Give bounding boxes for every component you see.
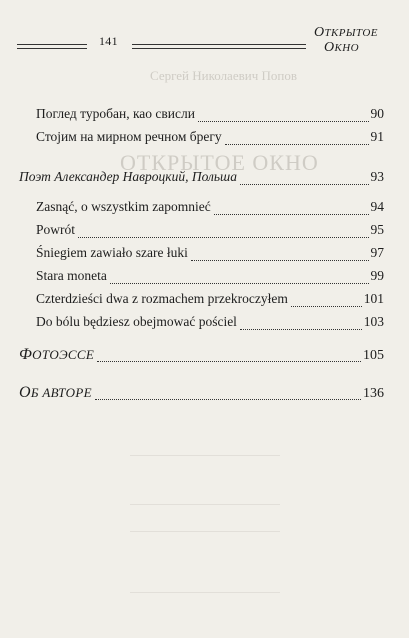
toc-entry [36,199,384,219]
page-number: 141 [99,34,118,48]
logo-line1-rest: ТКРЫТОЕ [324,27,378,39]
toc-page: 94 [370,199,384,214]
toc-leader [240,329,362,330]
toc-entry [36,245,384,265]
logo-line2-rest: КНО [334,42,359,54]
toc-page: 93 [370,169,384,184]
toc-section-rest: ОТОЭССЕ [32,347,95,362]
toc-entry [36,129,384,149]
toc-page: 101 [363,291,384,306]
journal-logo [314,25,380,73]
toc-author-entry [19,169,384,189]
toc-leader [78,237,368,238]
toc-title: Стојим на мирном речном брегу [36,129,222,144]
toc-entry [36,222,384,242]
toc-leader [110,283,369,284]
toc-section-title [19,384,92,402]
toc-page: 105 [363,348,384,363]
toc-section-cap: О [19,384,31,401]
toc-section-cap: Ф [19,346,33,363]
toc-title: Powrót [36,222,76,237]
toc-leader [291,306,362,307]
toc-entry [36,268,384,288]
toc-entry [36,106,384,126]
toc-title: Śniegiem zawiało szare łuki [36,245,188,260]
header-rule-left-bottom [17,48,87,49]
toc-title: Czterdzieści dwa z rozmachem przekroczyłem [36,291,288,306]
toc-entry [36,291,384,311]
toc-page: 90 [370,106,384,121]
header-rule-right-bottom [132,48,306,49]
show-through-title: Сергей Николаевич Попов [150,68,297,83]
toc-leader [191,260,369,261]
header-rule-right-top [132,44,306,45]
toc-title: Поглед туробан, као свисли [36,106,195,121]
header-rule-left-top [17,44,87,45]
toc-page: 91 [370,129,384,144]
show-through-block [130,455,280,593]
toc-page: 99 [370,268,384,283]
toc-entry [36,314,384,334]
logo-line2-cap: О [324,40,335,55]
toc-title: Поэт Александер Навроцкий, Польша [19,169,237,184]
toc-title: Zasnąć, o wszystkim zapomnieć [36,199,211,214]
show-through-heading: ОТКРЫТОЕ ОКНО [120,150,319,175]
toc-leader [95,399,361,400]
toc-page: 97 [370,245,384,260]
toc-section-entry [19,384,384,404]
toc-title: Stara moneta [36,268,107,283]
toc-section-rest: Б АВТОРЕ [30,385,92,400]
toc-title: Do bólu będziesz obejmować pościel [36,314,237,329]
toc-page: 103 [363,314,384,329]
toc-page: 95 [370,222,384,237]
toc-leader [198,121,369,122]
toc-leader [97,361,361,362]
toc-leader [214,214,369,215]
toc-section-title [19,346,94,364]
toc-page: 136 [363,386,384,401]
toc-leader [225,144,369,145]
toc-leader [240,184,369,185]
logo-line1-cap: О [314,25,325,40]
toc-section-entry [19,346,384,366]
